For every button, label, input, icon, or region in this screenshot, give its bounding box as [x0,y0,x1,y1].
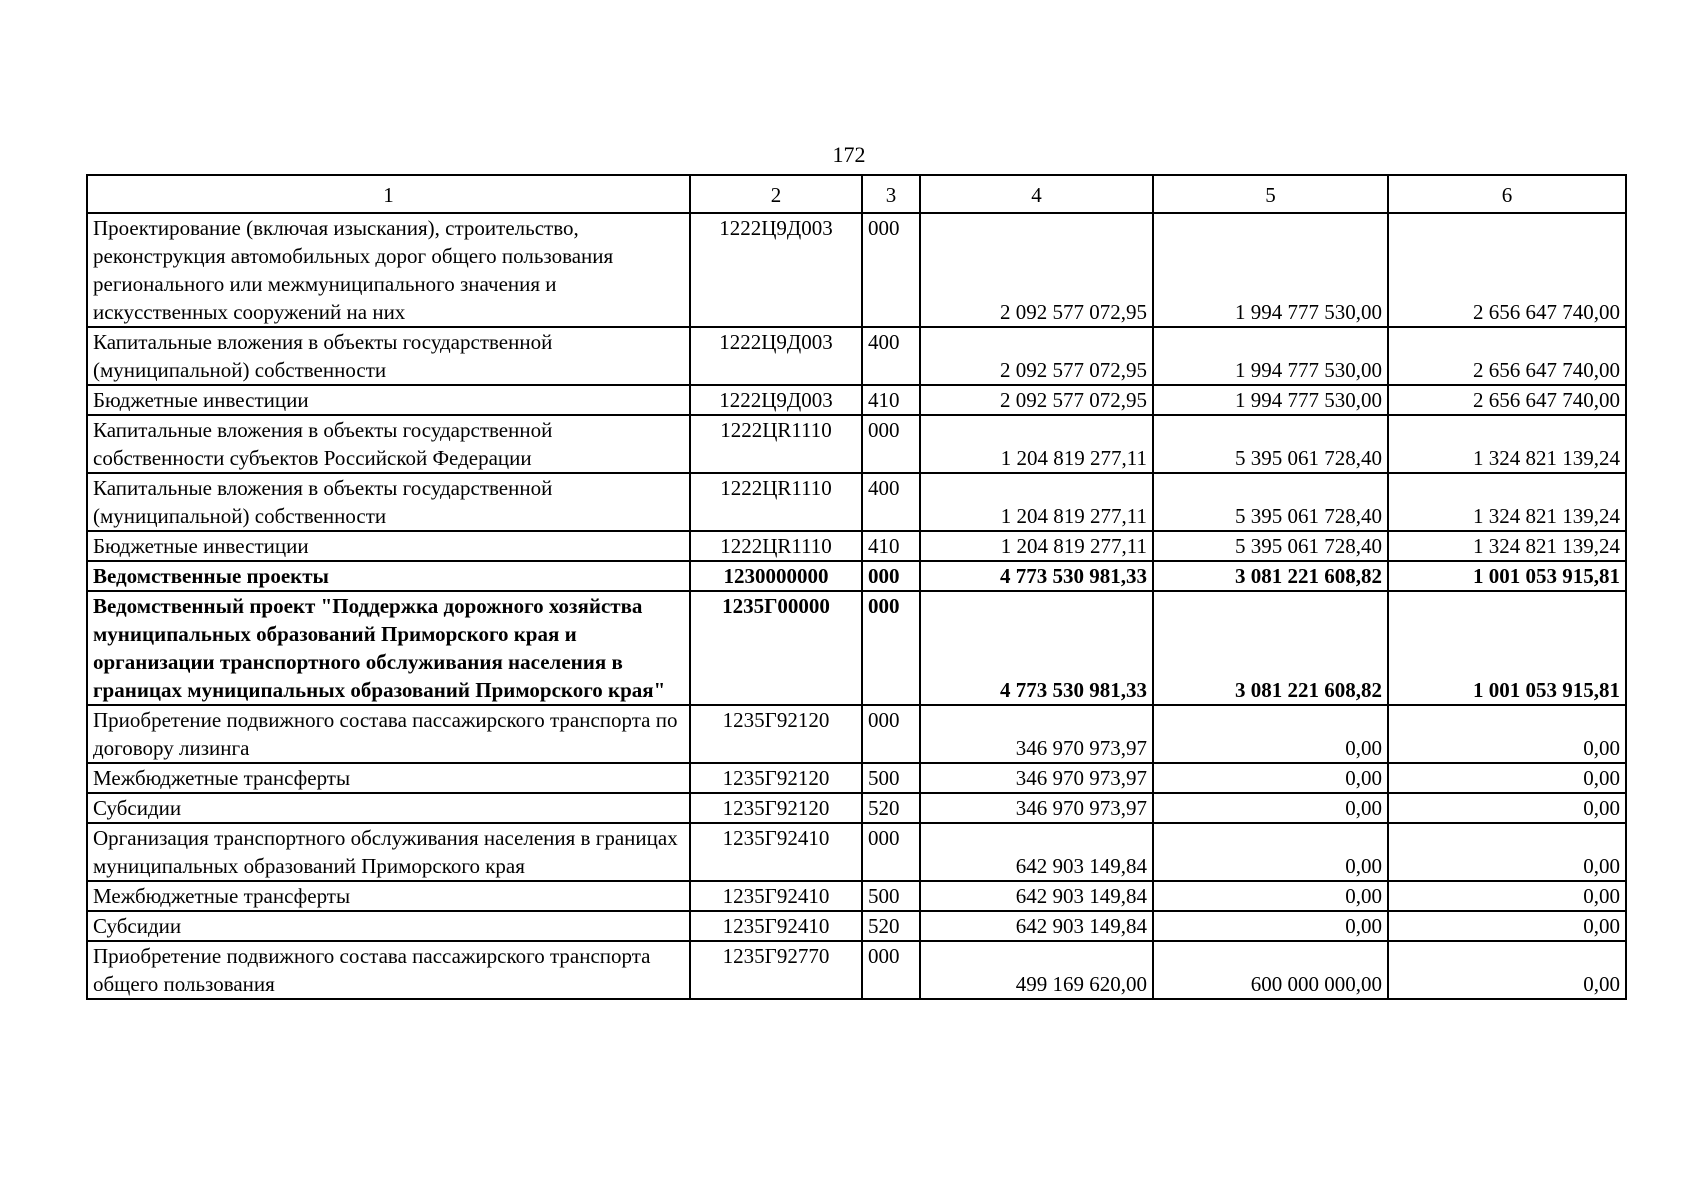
row-expense-type-cell: 520 [862,911,920,941]
row-amount-year2-cell: 0,00 [1153,705,1388,763]
row-code-cell: 1235Г92410 [690,823,862,881]
row-name-cell: Межбюджетные трансферты [87,763,690,793]
row-amount-year2-cell: 600 000 000,00 [1153,941,1388,999]
row-name-cell: Бюджетные инвестиции [87,385,690,415]
row-expense-type-cell: 000 [862,415,920,473]
table-row [87,793,1626,823]
row-expense-type-cell: 410 [862,385,920,415]
column-header: 3 [862,175,920,213]
table-row [87,213,1626,327]
row-amount-year3-cell: 1 324 821 139,24 [1388,531,1626,561]
row-code-cell: 1222ЦR1110 [690,531,862,561]
budget-table [86,174,1627,1000]
row-amount-year1-cell: 2 092 577 072,95 [920,213,1153,327]
row-code-cell: 1235Г92770 [690,941,862,999]
row-expense-type-cell: 410 [862,531,920,561]
row-amount-year3-cell: 0,00 [1388,823,1626,881]
row-name-cell: Ведомственный проект "Поддержка дорожного хозяйства муниципальных образований Приморского края и организации транспортного обслуживания населения в границах муниципальных образований Приморского края" [87,591,690,705]
row-code-cell: 1222ЦR1110 [690,415,862,473]
row-amount-year2-cell: 0,00 [1153,793,1388,823]
table-row [87,911,1626,941]
table-row [87,327,1626,385]
row-code-cell: 1222Ц9Д003 [690,327,862,385]
row-name-cell: Субсидии [87,793,690,823]
row-expense-type-cell: 000 [862,591,920,705]
row-code-cell: 1235Г92120 [690,793,862,823]
row-amount-year1-cell: 4 773 530 981,33 [920,561,1153,591]
row-amount-year1-cell: 346 970 973,97 [920,705,1153,763]
row-amount-year1-cell: 4 773 530 981,33 [920,591,1153,705]
row-amount-year3-cell: 1 324 821 139,24 [1388,415,1626,473]
row-code-cell: 1222Ц9Д003 [690,213,862,327]
column-header: 4 [920,175,1153,213]
row-amount-year1-cell: 1 204 819 277,11 [920,531,1153,561]
table-row [87,823,1626,881]
row-amount-year2-cell: 0,00 [1153,911,1388,941]
column-header: 1 [87,175,690,213]
row-code-cell: 1235Г92410 [690,911,862,941]
column-header: 6 [1388,175,1626,213]
row-expense-type-cell: 520 [862,793,920,823]
row-code-cell: 1235Г00000 [690,591,862,705]
column-header: 2 [690,175,862,213]
row-amount-year1-cell: 2 092 577 072,95 [920,385,1153,415]
row-amount-year2-cell: 5 395 061 728,40 [1153,473,1388,531]
row-amount-year1-cell: 2 092 577 072,95 [920,327,1153,385]
column-header: 5 [1153,175,1388,213]
table-row [87,385,1626,415]
row-amount-year3-cell: 2 656 647 740,00 [1388,327,1626,385]
row-expense-type-cell: 400 [862,327,920,385]
row-name-cell: Бюджетные инвестиции [87,531,690,561]
row-code-cell: 1222Ц9Д003 [690,385,862,415]
row-expense-type-cell: 000 [862,705,920,763]
row-amount-year2-cell: 5 395 061 728,40 [1153,531,1388,561]
table-row [87,531,1626,561]
row-expense-type-cell: 000 [862,213,920,327]
row-amount-year2-cell: 3 081 221 608,82 [1153,591,1388,705]
row-amount-year1-cell: 642 903 149,84 [920,881,1153,911]
row-amount-year2-cell: 1 994 777 530,00 [1153,213,1388,327]
row-code-cell: 1235Г92120 [690,763,862,793]
row-name-cell: Организация транспортного обслуживания населения в границах муниципальных образований Приморского края [87,823,690,881]
row-amount-year3-cell: 0,00 [1388,793,1626,823]
row-expense-type-cell: 500 [862,763,920,793]
row-code-cell: 1222ЦR1110 [690,473,862,531]
table-row [87,705,1626,763]
row-expense-type-cell: 400 [862,473,920,531]
row-amount-year1-cell: 1 204 819 277,11 [920,473,1153,531]
row-name-cell: Приобретение подвижного состава пассажирского транспорта по договору лизинга [87,705,690,763]
row-name-cell: Субсидии [87,911,690,941]
row-amount-year1-cell: 346 970 973,97 [920,763,1153,793]
row-name-cell: Приобретение подвижного состава пассажирского транспорта общего пользования [87,941,690,999]
row-amount-year3-cell: 0,00 [1388,881,1626,911]
row-expense-type-cell: 500 [862,881,920,911]
row-amount-year2-cell: 1 994 777 530,00 [1153,327,1388,385]
row-amount-year3-cell: 0,00 [1388,705,1626,763]
row-name-cell: Капитальные вложения в объекты государственной собственности субъектов Российской Федерации [87,415,690,473]
page-number: 172 [832,142,866,167]
row-name-cell: Капитальные вложения в объекты государственной (муниципальной) собственности [87,473,690,531]
row-code-cell: 1230000000 [690,561,862,591]
table-row [87,763,1626,793]
table-row [87,941,1626,999]
row-code-cell: 1235Г92410 [690,881,862,911]
row-amount-year2-cell: 1 994 777 530,00 [1153,385,1388,415]
table-body [87,213,1626,999]
row-amount-year1-cell: 642 903 149,84 [920,911,1153,941]
row-name-cell: Проектирование (включая изыскания), строительство, реконструкция автомобильных дорог общего пользования регионального или межмуниципального значения и искусственных сооружений на них [87,213,690,327]
row-expense-type-cell: 000 [862,941,920,999]
row-amount-year3-cell: 1 001 053 915,81 [1388,561,1626,591]
row-amount-year3-cell: 1 324 821 139,24 [1388,473,1626,531]
row-amount-year3-cell: 0,00 [1388,763,1626,793]
row-amount-year1-cell: 499 169 620,00 [920,941,1153,999]
row-expense-type-cell: 000 [862,561,920,591]
row-amount-year2-cell: 0,00 [1153,823,1388,881]
row-code-cell: 1235Г92120 [690,705,862,763]
row-amount-year3-cell: 2 656 647 740,00 [1388,385,1626,415]
row-amount-year2-cell: 0,00 [1153,763,1388,793]
row-amount-year2-cell: 3 081 221 608,82 [1153,561,1388,591]
row-amount-year1-cell: 1 204 819 277,11 [920,415,1153,473]
row-amount-year2-cell: 5 395 061 728,40 [1153,415,1388,473]
row-amount-year3-cell: 2 656 647 740,00 [1388,213,1626,327]
row-name-cell: Межбюджетные трансферты [87,881,690,911]
row-expense-type-cell: 000 [862,823,920,881]
row-amount-year3-cell: 0,00 [1388,911,1626,941]
table-row [87,591,1626,705]
row-amount-year3-cell: 0,00 [1388,941,1626,999]
table-row [87,415,1626,473]
row-amount-year3-cell: 1 001 053 915,81 [1388,591,1626,705]
row-name-cell: Ведомственные проекты [87,561,690,591]
row-amount-year1-cell: 642 903 149,84 [920,823,1153,881]
table-header [87,175,1626,213]
row-amount-year1-cell: 346 970 973,97 [920,793,1153,823]
row-name-cell: Капитальные вложения в объекты государственной (муниципальной) собственности [87,327,690,385]
table-row [87,473,1626,531]
table-row [87,561,1626,591]
table-row [87,881,1626,911]
row-amount-year2-cell: 0,00 [1153,881,1388,911]
header-row [87,175,1626,213]
